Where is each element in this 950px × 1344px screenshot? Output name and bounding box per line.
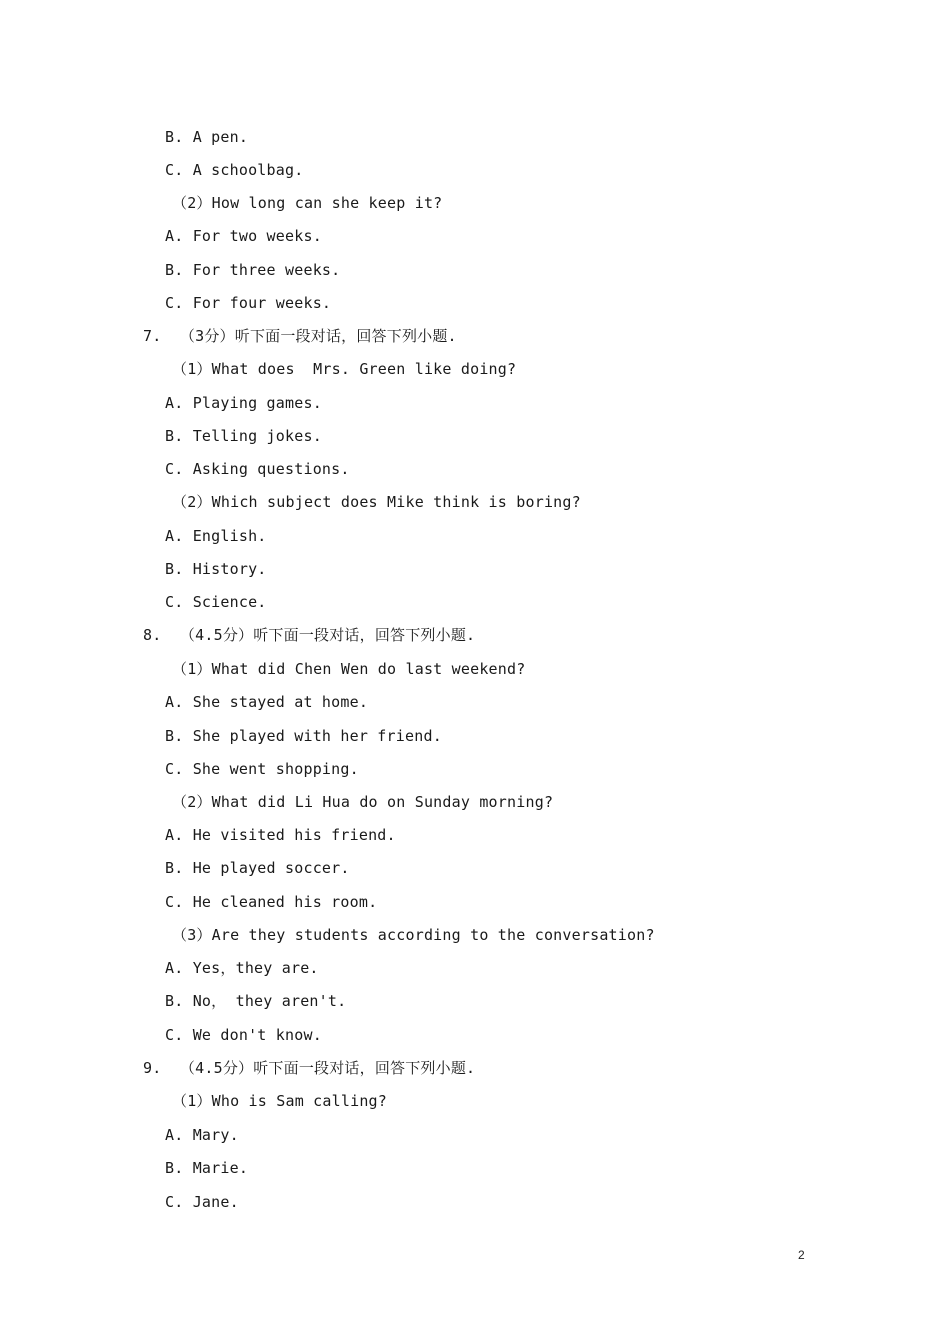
sub-question: （3）Are they students according to the conversation? (172, 926, 655, 944)
option-line: A. English. (165, 527, 267, 545)
option-line: C. He cleaned his room. (165, 893, 378, 911)
option-line: A. For two weeks. (165, 227, 322, 245)
option-line: C. We don't know. (165, 1026, 322, 1044)
option-line: A. Yes，they are. (165, 959, 319, 977)
question-header: 8. （4.5分）听下面一段对话，回答下列小题. (143, 626, 476, 644)
option-line: B. Marie. (165, 1159, 249, 1177)
sub-question: （2）How long can she keep it? (172, 194, 443, 212)
option-line: A. He visited his friend. (165, 826, 396, 844)
option-line: C. A schoolbag. (165, 161, 304, 179)
option-line: C. Jane. (165, 1193, 239, 1211)
option-line: B. For three weeks. (165, 261, 341, 279)
sub-question: （1）What did Chen Wen do last weekend? (172, 660, 526, 678)
option-line: C. Asking questions. (165, 460, 350, 478)
option-line: B. She played with her friend. (165, 727, 442, 745)
sub-question: （2）Which subject does Mike think is boring? (172, 493, 581, 511)
option-line: C. For four weeks. (165, 294, 332, 312)
option-line: B. Telling jokes. (165, 427, 322, 445)
option-line: A. Mary. (165, 1126, 239, 1144)
question-header: 9. （4.5分）听下面一段对话，回答下列小题. (143, 1059, 476, 1077)
sub-question: （1）What does Mrs. Green like doing? (172, 360, 517, 378)
sub-question: （2）What did Li Hua do on Sunday morning? (172, 793, 554, 811)
option-line: C. Science. (165, 593, 267, 611)
option-line: B. He played soccer. (165, 859, 350, 877)
question-header: 7. （3分）听下面一段对话，回答下列小题. (143, 327, 457, 345)
option-line: A. She stayed at home. (165, 693, 369, 711)
option-line: C. She went shopping. (165, 760, 359, 778)
option-line: B. A pen. (165, 128, 249, 146)
option-line: B. No， they aren't. (165, 992, 347, 1010)
page-number: 2 (798, 1248, 805, 1262)
option-line: B. History. (165, 560, 267, 578)
sub-question: （1）Who is Sam calling? (172, 1092, 388, 1110)
option-line: A. Playing games. (165, 394, 322, 412)
